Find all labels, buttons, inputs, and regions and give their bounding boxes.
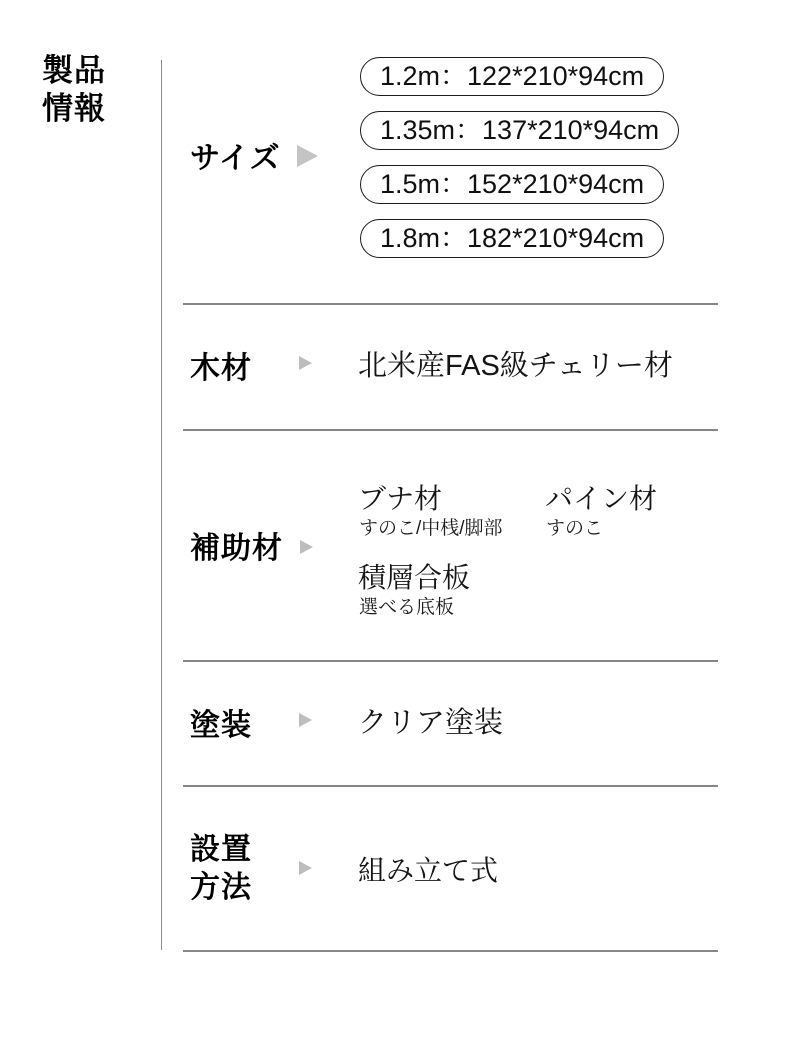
material-usage-plywood: 選べる底板 [359, 597, 455, 618]
size-row-label: サイズ [190, 142, 281, 175]
row-divider [183, 429, 718, 431]
vertical-divider [161, 60, 162, 950]
row-divider [183, 303, 718, 305]
auxiliary-row-label: 補助材 [190, 532, 283, 565]
size-option-pill: 1.35m：137*210*94cm [360, 111, 679, 150]
row-divider [183, 950, 718, 952]
material-name-plywood: 積層合板 [358, 562, 471, 593]
arrow-right-icon [299, 861, 312, 875]
wood-row-value: 北米産FAS級チェリー材 [358, 350, 673, 382]
material-name-pine: パイン材 [545, 483, 658, 514]
arrow-right-icon [299, 356, 312, 370]
arrow-right-icon [299, 713, 312, 727]
size-options-list [360, 57, 679, 273]
coating-row-label: 塗装 [190, 709, 252, 742]
size-option-pill: 1.8m：182*210*94cm [360, 219, 664, 258]
installation-row-label [190, 831, 252, 907]
material-name-beech: ブナ材 [358, 483, 443, 514]
section-title-line1: 製品 [42, 53, 106, 88]
size-option-pill: 1.2m：122*210*94cm [360, 57, 664, 96]
row-divider [183, 660, 718, 662]
material-usage-pine: すのこ [546, 518, 604, 539]
size-option-pill: 1.5m：152*210*94cm [360, 165, 664, 204]
installation-row-value: 組み立て式 [358, 855, 499, 886]
arrow-right-icon [297, 145, 318, 167]
installation-label-line1: 設置 [190, 833, 252, 866]
section-title [42, 52, 106, 128]
installation-label-line2: 方法 [190, 871, 252, 904]
row-divider [183, 785, 718, 787]
wood-row-label: 木材 [190, 352, 252, 385]
coating-row-value: クリア塗装 [358, 707, 504, 739]
material-usage-beech: すのこ/中桟/脚部 [359, 518, 503, 539]
section-title-line2: 情報 [42, 91, 106, 126]
arrow-right-icon [300, 540, 313, 554]
